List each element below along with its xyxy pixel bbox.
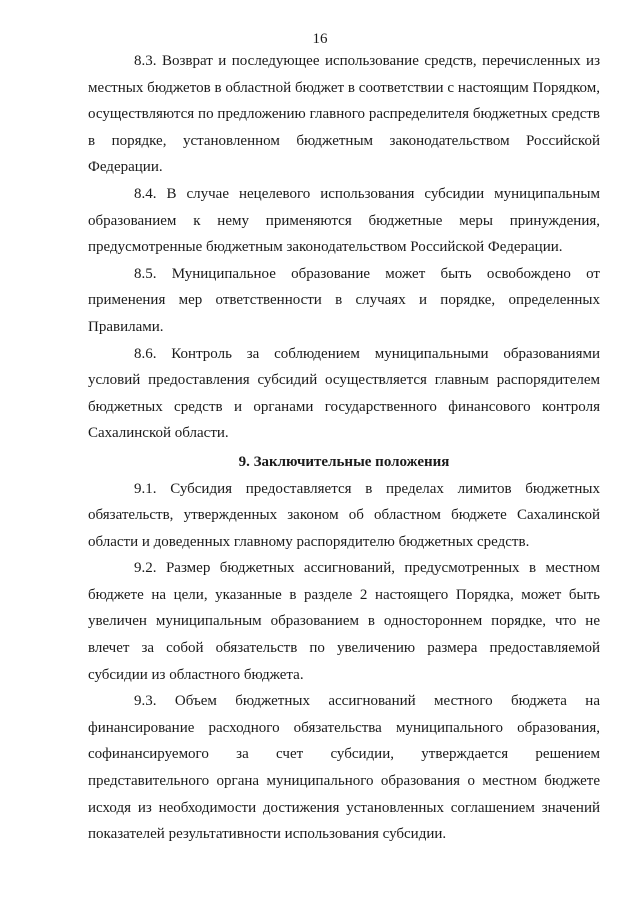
paragraph-8-5: 8.5. Муниципальное образование может быть освобождено от применения мер ответственности в случаях и порядке, определенных Правилами. <box>88 265 600 335</box>
paragraph-8-6: 8.6. Контроль за соблюдением муниципальными образованиями условий предоставления субсидий осуществляется главным распорядителем бюджетных средств и органами государственного финансового контроля Сахалинской области. <box>88 345 600 442</box>
section-9-heading: 9. Заключительные положения <box>238 453 450 470</box>
paragraph-8-4: 8.4. В случае нецелевого использования субсидии муниципальным образованием к нему применяются бюджетные меры принуждения, предусмотренные бюджетным законодательством Российской Федерации. <box>88 185 600 256</box>
paragraph-9-1: 9.1. Субсидия предоставляется в пределах лимитов бюджетных обязательств, утвержденных законом об областном бюджете Сахалинской области и доведенных главному распорядителю бюджетных средств. <box>88 480 600 550</box>
paragraph-9-3: 9.3. Объем бюджетных ассигнований местного бюджета на финансирование расходного обязательства муниципального образования, софинансируемого за счет субсидии, утверждается решением представительного органа муниципального образования о местном бюджете исходя из необходимости достижения установленных соглашением значений показателей результативности использования субсидии. <box>88 693 600 843</box>
paragraph-8-3: 8.3. Возврат и последующее использование средств, перечисленных из местных бюджетов в областной бюджет в соответствии с настоящим Порядком, осуществляются по предложению главного распределителя бюджетных средств в порядке, установленном бюджетным законодательством Российской Федерации. <box>88 53 600 176</box>
paragraph-9-2: 9.2. Размер бюджетных ассигнований, предусмотренных в местном бюджете на цели, указанные в разделе 2 настоящего Порядка, может быть увеличен муниципальным образованием в одностороннем порядке, что не влечет за собой обязательств по увеличению размера предоставляемой субсидии из областного бюджета. <box>88 560 600 683</box>
document-body <box>88 48 600 848</box>
page-number: 16 <box>312 31 328 47</box>
